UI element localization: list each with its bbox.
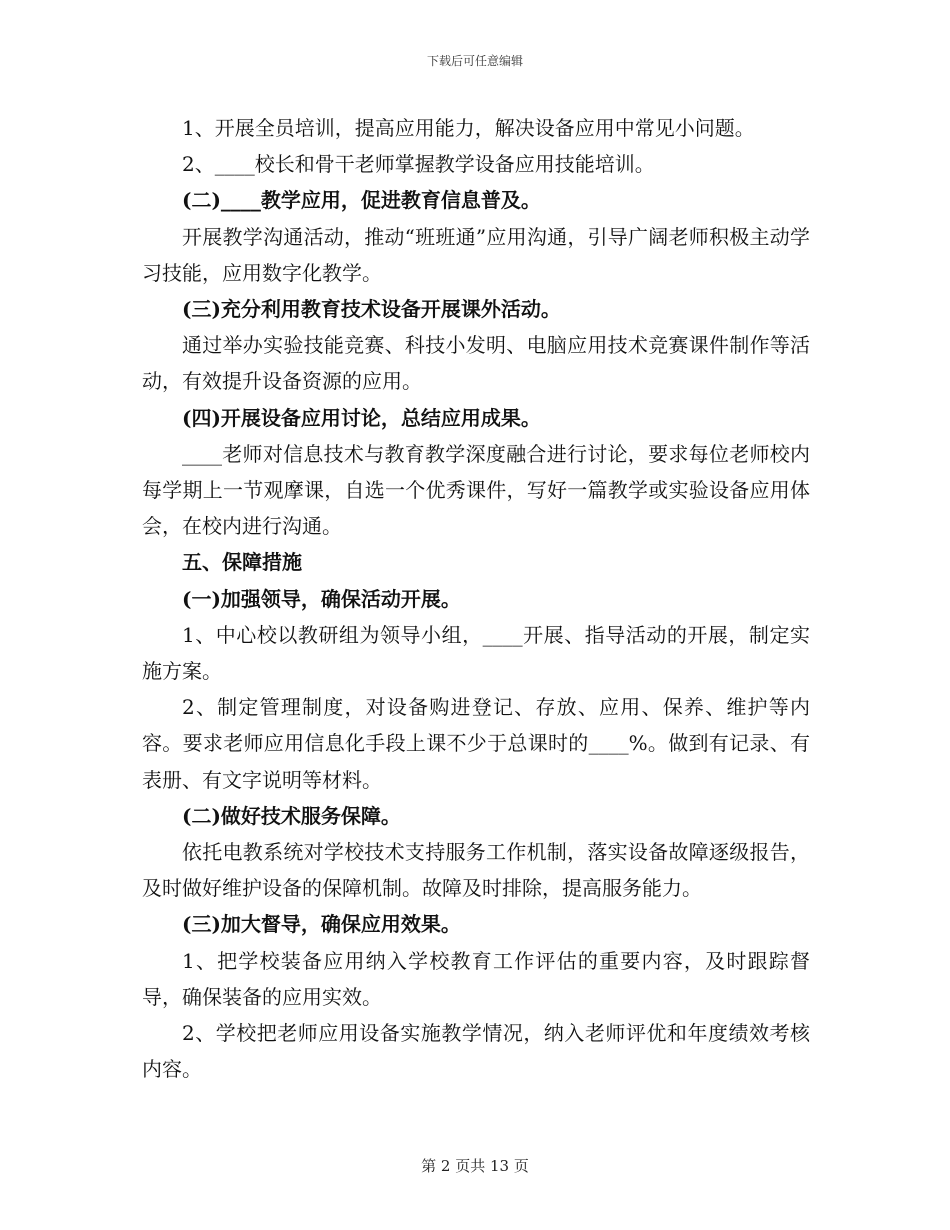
paragraph-performance: 2、学校把老师应用设备实施教学情况，纳入老师评优和年度绩效考核内容。	[142, 1021, 810, 1082]
heading-leadership: (一)加强领导，确保活动开展。	[182, 586, 461, 611]
paragraph-technical-support: 依托电教系统对学校技术支持服务工作机制，落实设备故障逐级报告，及时做好维护设备的保障机制。故障及时排除，提高服务能力。	[142, 840, 810, 901]
heading-extracurricular: (三)充分利用教育技术设备开展课外活动。	[182, 297, 561, 322]
document-body	[142, 110, 810, 1087]
heading-supervision: (三)加大督导，确保应用效果。	[182, 912, 461, 937]
heading-teaching-application: (二)____教学应用，促进教育信息普及。	[182, 188, 541, 213]
paragraph-evaluation: 1、把学校装备应用纳入学校教育工作评估的重要内容，及时跟踪督导，确保装备的应用实效。	[142, 948, 810, 1009]
page-header: 下载后可任意编辑	[426, 54, 523, 68]
heading-technical-service: (二)做好技术服务保障。	[182, 803, 401, 828]
paragraph-teacher-discussion: ____老师对信息技术与教育教学深度融合进行讨论，要求每位老师校内每学期上一节观摩课，自选一个优秀课件，写好一篇教学或实验设备应用体会，在校内进行沟通。	[142, 441, 810, 539]
page-footer: 第 2 页共 13 页	[421, 1157, 529, 1175]
paragraph-leadership-group: 1、中心校以教研组为领导小组，____开展、指导活动的开展，制定实施方案。	[142, 622, 810, 684]
paragraph-teaching-exchange: 开展教学沟通活动，推动“班班通”应用沟通，引导广阔老师积极主动学习技能，应用数字化教学。	[142, 224, 810, 285]
heading-safeguards: 五、保障措施	[182, 550, 302, 575]
paragraph-management-rules: 2、制定管理制度，对设备购进登记、存放、应用、保养、维护等内容。要求老师应用信息化手段上课不少于总课时的____%。做到有记录、有表册、有文字说明等材料。	[142, 695, 810, 792]
paragraph-training-all: 1、开展全员培训，提高应用能力，解决设备应用中常见小问题。	[182, 116, 755, 140]
paragraph-training-principals: 2、____校长和骨干老师掌握教学设备应用技能培训。	[182, 152, 655, 177]
heading-discussion: (四)开展设备应用讨论，总结应用成果。	[182, 405, 541, 430]
paragraph-competitions: 通过举办实验技能竞赛、科技小发明、电脑应用技术竞赛课件制作等活动，有效提升设备资源的应用。	[142, 333, 810, 394]
